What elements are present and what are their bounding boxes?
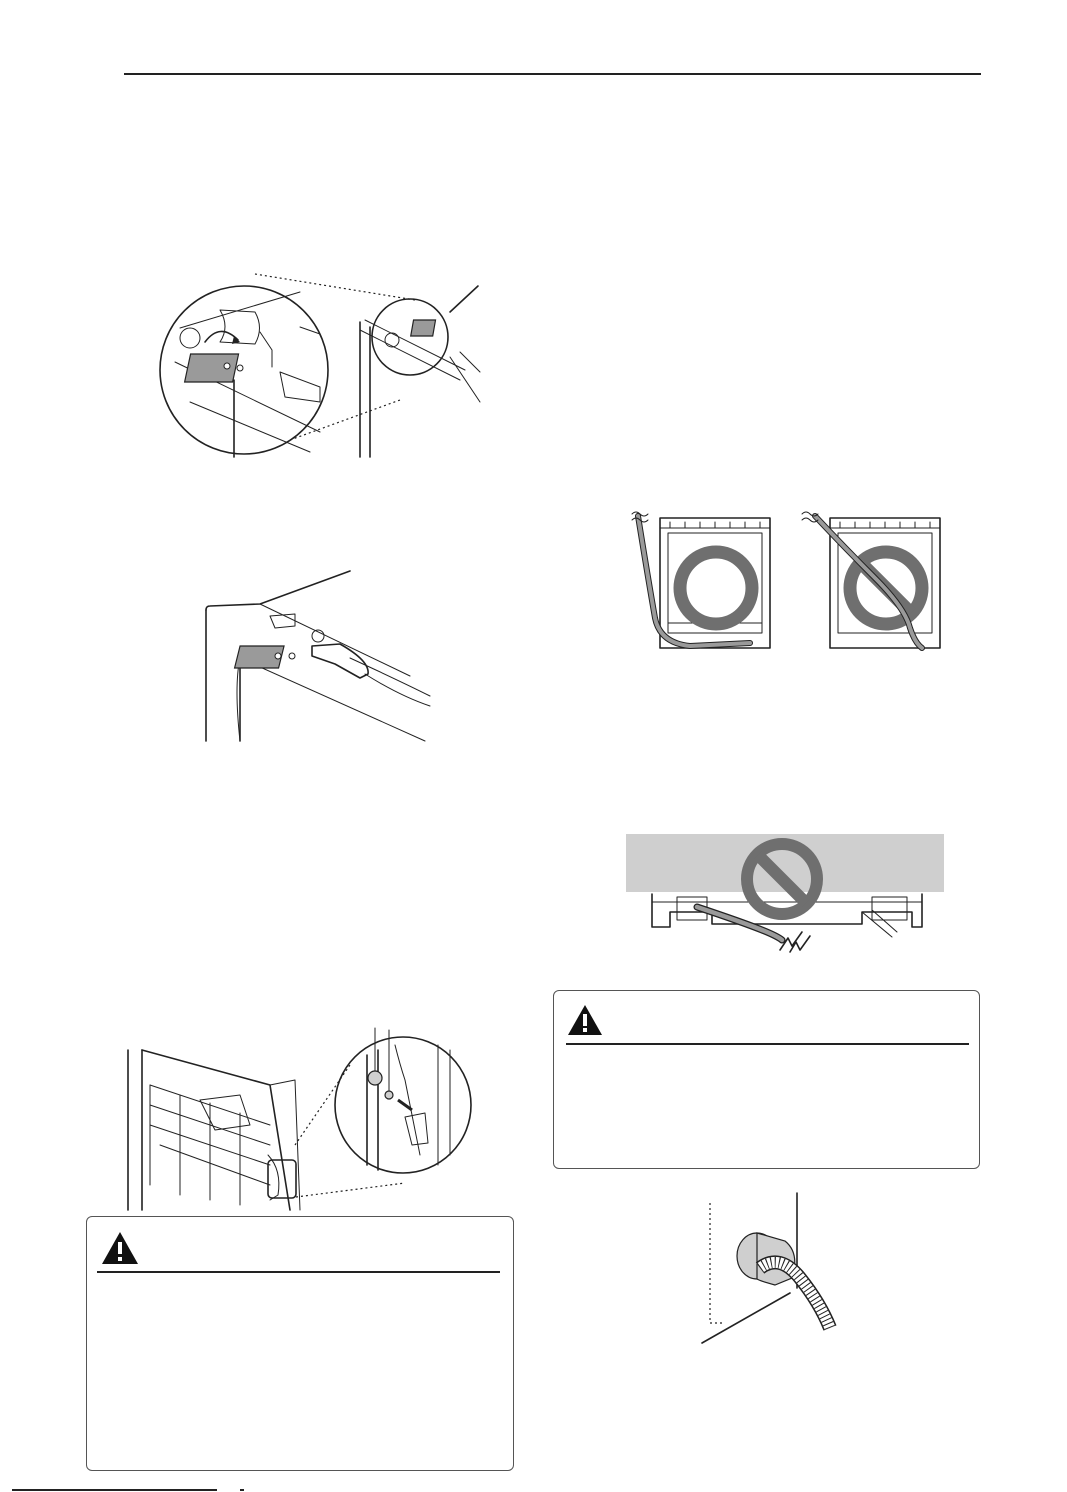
screwdriver-icon — [312, 644, 368, 678]
figure-screwdriver — [200, 566, 450, 746]
warning-divider — [97, 1271, 500, 1273]
warning-box-left — [86, 1216, 514, 1471]
correct-circle-icon — [680, 552, 752, 624]
header-rule — [124, 73, 981, 75]
figure-side-screws — [120, 1025, 490, 1210]
warning-box-right — [553, 990, 980, 1169]
footer-mark — [240, 1489, 244, 1491]
warning-triangle-icon — [567, 1004, 603, 1036]
figure-bracket-flip — [160, 272, 490, 462]
warning-divider — [566, 1043, 969, 1045]
figure-hose-routing — [630, 508, 970, 653]
fig-hose-correct — [632, 512, 770, 648]
warning-triangle-icon — [101, 1231, 139, 1265]
footer-rule — [12, 1489, 217, 1491]
screw-icon — [385, 1091, 393, 1099]
figure-wall-grommet — [700, 1193, 850, 1343]
fig-hose-incorrect — [802, 512, 940, 648]
figure-hose-pinched — [622, 832, 947, 957]
